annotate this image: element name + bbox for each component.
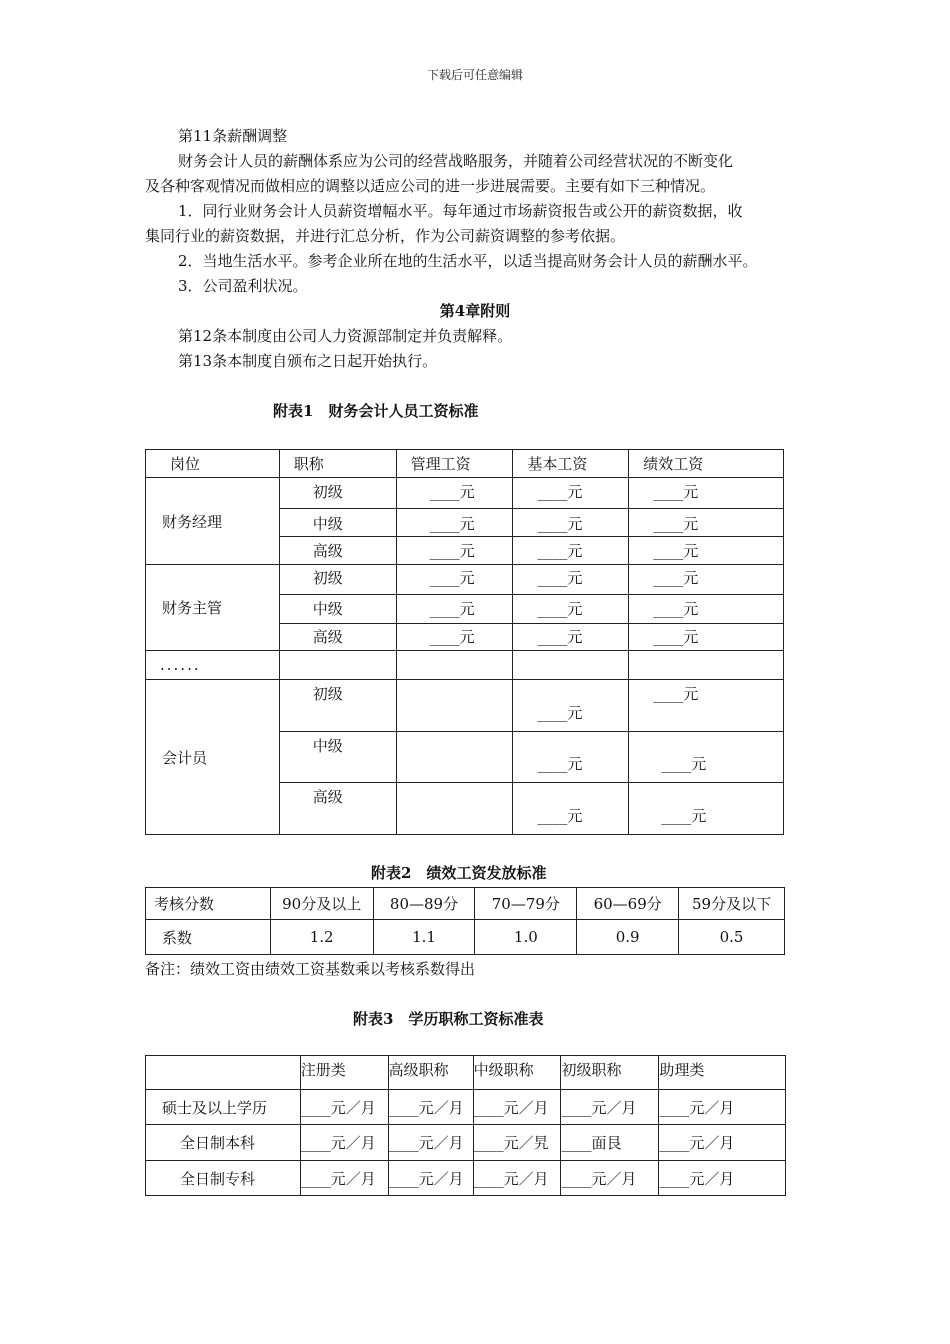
header-base-pay: 基本工资 (513, 450, 629, 478)
table-row (146, 680, 784, 732)
table-row (146, 1090, 786, 1125)
table-header-row (146, 1056, 786, 1090)
table-row (146, 920, 785, 955)
empty-cell (396, 651, 513, 680)
item-3: 3．公司盈利状况。 (178, 277, 308, 295)
page-header-note: 下载后可任意编辑 (426, 68, 523, 82)
amount-cell: ____元／月 (659, 1125, 786, 1161)
header-score-range: 60—69分 (577, 888, 679, 920)
chapter-4-heading: 第4章附则 (439, 302, 511, 320)
item-1-line-2: 集同行业的薪资数据，并进行汇总分析，作为公司薪资调整的参考依据。 (145, 227, 626, 245)
article-11-body-line-2: 及各种客观情况而做相应的调整以适应公司的进一步进展需要。主要有如下三种情况。 (145, 177, 716, 195)
table-row (146, 1125, 786, 1161)
row-label-coefficient: 系数 (146, 920, 271, 955)
header-senior-title: 高级职称 (388, 1056, 473, 1090)
amount-cell: ____元 (629, 537, 784, 565)
level-cell: 初级 (279, 680, 396, 732)
amount-cell: ____元／月 (659, 1090, 786, 1125)
amount-cell: ____元 (513, 509, 629, 537)
group-accountant: 会计员 (146, 680, 280, 835)
header-junior-title: 初级职称 (561, 1056, 659, 1090)
level-cell: 高级 (279, 537, 396, 565)
level-cell: 中级 (279, 732, 396, 783)
amount-cell: ____元 (513, 478, 629, 509)
table-row (146, 651, 784, 680)
header-score-range: 70—79分 (475, 888, 577, 920)
article-12: 第12条本制度由公司人力资源部制定并负责解释。 (178, 327, 513, 345)
item-1-line-1: 1．同行业财务会计人员薪资增幅水平。每年通过市场薪资报告或公开的薪资数据，收 (178, 202, 743, 220)
table-header-row (146, 450, 784, 478)
row-label-college: 全日制专科 (146, 1161, 301, 1196)
group-ellipsis: ...... (146, 651, 280, 680)
amount-cell: ____元 (513, 783, 629, 835)
table-row (146, 478, 784, 509)
header-empty (146, 1056, 301, 1090)
amount-cell: ____元／月 (388, 1161, 473, 1196)
header-registered: 注册类 (300, 1056, 388, 1090)
article-11-title: 第11条薪酬调整 (178, 127, 288, 145)
empty-cell (396, 680, 513, 732)
amount-cell: ____元 (396, 565, 513, 595)
amount-cell: ____元／月 (388, 1125, 473, 1161)
amount-cell: ____元 (629, 478, 784, 509)
level-cell: 初级 (279, 478, 396, 509)
amount-cell: ____元／旯 (473, 1125, 561, 1161)
amount-cell: ____元／月 (300, 1161, 388, 1196)
header-intermediate-title: 中级职称 (473, 1056, 561, 1090)
amount-cell: ____元 (629, 565, 784, 595)
header-management-pay: 管理工资 (396, 450, 513, 478)
amount-cell: ____元／月 (473, 1161, 561, 1196)
amount-cell: ____元／月 (473, 1090, 561, 1125)
table-header-row (146, 888, 785, 920)
empty-cell (396, 732, 513, 783)
table-row (146, 1161, 786, 1196)
level-cell: 中级 (279, 595, 396, 624)
level-cell: 中级 (279, 509, 396, 537)
amount-cell: ____元 (629, 680, 784, 732)
coefficient-cell: 1.2 (270, 920, 373, 955)
header-assistant: 助理类 (659, 1056, 786, 1090)
table-1-title: 附表1 财务会计人员工资标准 (273, 402, 479, 420)
amount-cell: ____元／月 (300, 1090, 388, 1125)
coefficient-cell: 1.0 (475, 920, 577, 955)
performance-pay-table (145, 887, 785, 955)
amount-cell: ____元 (396, 478, 513, 509)
table-3-title: 附表3 学历职称工资标准表 (353, 1010, 544, 1028)
amount-cell: ____元／月 (561, 1161, 659, 1196)
group-finance-supervisor: 财务主管 (146, 565, 280, 651)
amount-cell: ____元／月 (300, 1125, 388, 1161)
empty-cell (279, 651, 396, 680)
header-score-range: 80—89分 (373, 888, 475, 920)
item-2: 2．当地生活水平。参考企业所在地的生活水平，以适当提高财务会计人员的薪酬水平。 (178, 252, 758, 270)
amount-cell: ____元 (513, 565, 629, 595)
amount-cell: ____元 (513, 732, 629, 783)
amount-cell: ____元／月 (659, 1161, 786, 1196)
amount-cell: ____元／月 (561, 1090, 659, 1125)
empty-cell (629, 651, 784, 680)
empty-cell (513, 651, 629, 680)
level-cell: 高级 (279, 783, 396, 835)
article-11-body-line-1: 财务会计人员的薪酬体系应为公司的经营战略服务，并随着公司经营状况的不断变化 (178, 152, 734, 170)
header-title: 职称 (279, 450, 396, 478)
amount-cell: ____元 (513, 624, 629, 651)
empty-cell (396, 783, 513, 835)
coefficient-cell: 0.9 (577, 920, 679, 955)
amount-cell: ____元 (513, 537, 629, 565)
amount-cell: ____元 (629, 732, 784, 783)
table-row (146, 565, 784, 595)
row-label-master: 硕士及以上学历 (146, 1090, 301, 1125)
amount-cell: ____元／月 (388, 1090, 473, 1125)
coefficient-cell: 1.1 (373, 920, 475, 955)
header-score-range: 59分及以下 (679, 888, 785, 920)
table-2-title: 附表2 绩效工资发放标准 (371, 864, 547, 882)
header-score-range: 90分及以上 (270, 888, 373, 920)
amount-cell: ____元 (396, 509, 513, 537)
amount-cell: ____元 (396, 595, 513, 624)
amount-cell: ____元 (396, 624, 513, 651)
article-13: 第13条本制度自颁布之日起开始执行。 (178, 352, 438, 370)
amount-cell: ____元 (629, 783, 784, 835)
amount-cell: ____元 (513, 595, 629, 624)
row-label-bachelor: 全日制本科 (146, 1125, 301, 1161)
coefficient-cell: 0.5 (679, 920, 785, 955)
header-score: 考核分数 (146, 888, 271, 920)
header-position: 岗位 (146, 450, 280, 478)
amount-cell: ____元 (629, 509, 784, 537)
amount-cell: ____面艮 (561, 1125, 659, 1161)
level-cell: 高级 (279, 624, 396, 651)
amount-cell: ____元 (629, 624, 784, 651)
amount-cell: ____元 (629, 595, 784, 624)
education-title-pay-table (145, 1055, 786, 1196)
amount-cell: ____元 (396, 537, 513, 565)
amount-cell: ____元 (513, 680, 629, 732)
header-performance-pay: 绩效工资 (629, 450, 784, 478)
table-2-note: 备注：绩效工资由绩效工资基数乘以考核系数得出 (145, 960, 476, 978)
level-cell: 初级 (279, 565, 396, 595)
group-finance-manager: 财务经理 (146, 478, 280, 565)
salary-standard-table (145, 449, 784, 835)
